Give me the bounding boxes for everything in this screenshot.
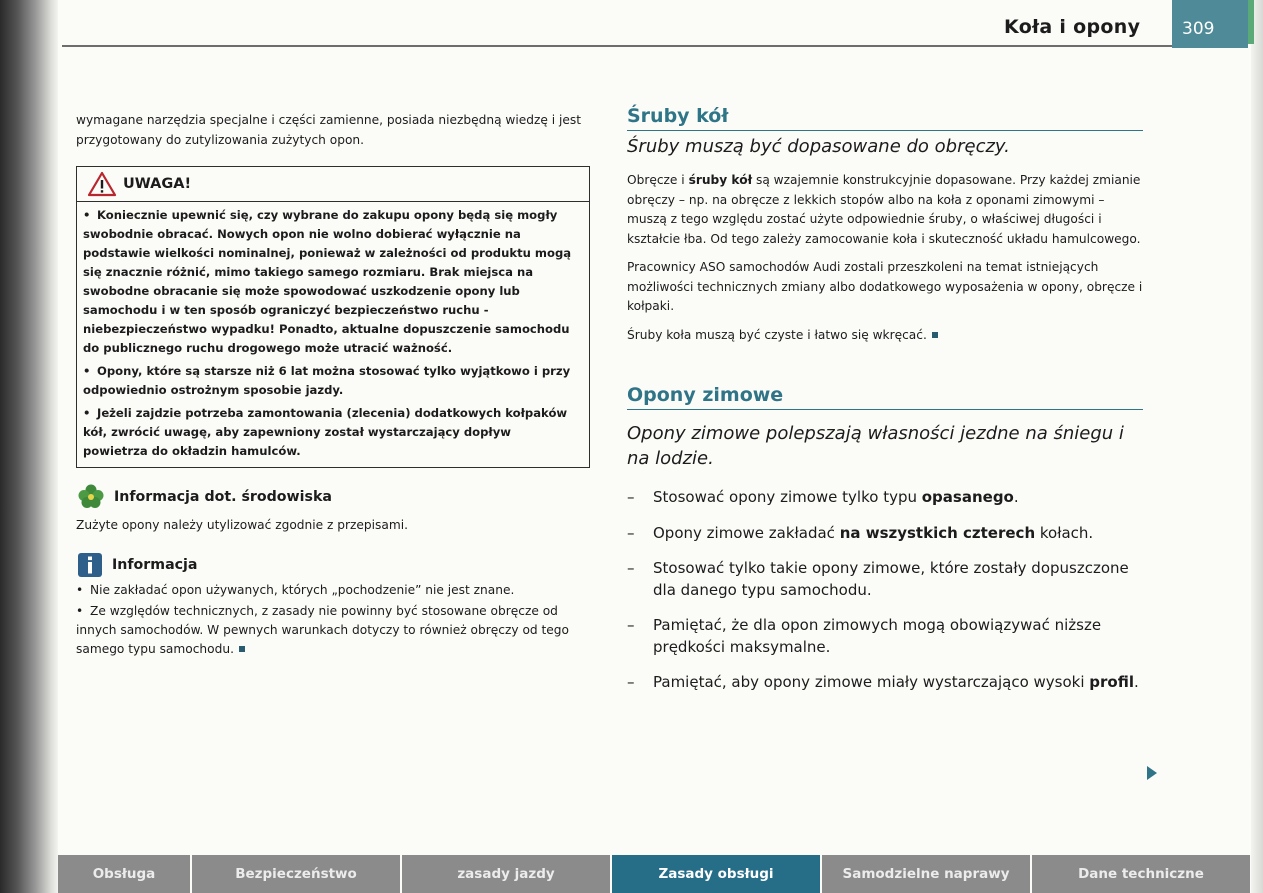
section-heading-wheel-bolts: Śruby kół (627, 104, 1143, 131)
nav-tab-zasady-jazdy[interactable]: zasady jazdy (402, 855, 612, 893)
warning-bullet: • Jeżeli zajdzie potrzeba zamontowania (zlecenia) dodatkowych kołpaków kół, zwrócić uwagę, aby zapewniony został wystarczający dopływ powietrza do okładzin hamulców. (83, 406, 568, 458)
environment-note-header (76, 482, 590, 512)
wheel-bolts-paragraph-2: Pracownicy ASO samochodów Audi zostali przeszkoleni na temat istniejących możliwości technicznych zmiany albo dodatkowego wyposażenia w opony, obręcze i kołpaki. (627, 260, 1143, 313)
wheel-bolts-paragraph-1: Obręcze i śruby kół są wzajemnie konstrukcyjnie dopasowane. Przy każdej zmianie obręczy – np. na obręcze z lekkich stopów albo na koła z oponami zimowymi – muszą z tego względu zostać użyte odpowiednie śruby, o właściwej długości i kształcie łba. Od tego zależy zamocowanie koła i skuteczność układu hamulcowego. (627, 173, 1141, 246)
nav-tab-samodzielne-naprawy[interactable]: Samodzielne naprawy (822, 855, 1032, 893)
chapter-title: Koła i opony (1004, 16, 1141, 38)
left-column (76, 110, 590, 659)
list-item: – Pamiętać, że dla opon zimowych mogą obowiązywać niższe prędkości maksymalne. (627, 616, 1102, 656)
info-icon (76, 551, 104, 579)
continue-arrow-icon (1147, 766, 1157, 780)
warning-body (77, 202, 589, 467)
chapter-nav-bar (58, 855, 1250, 893)
right-column (627, 104, 1143, 708)
warning-header (77, 167, 589, 202)
winter-tyres-lead: Opony zimowe polepszają własności jezdne na śniegu i na lodzie. (627, 423, 1124, 469)
bullet-icon: • (83, 406, 91, 420)
warning-triangle-icon (87, 171, 117, 197)
warning-bullet: • Opony, które są starsze niż 6 lat można stosować tylko wyjątkowo i przy odpowiednio ostrożnym sposobie jazdy. (83, 364, 571, 397)
bullet-icon: • (83, 208, 91, 222)
list-item: – Stosować tylko takie opony zimowe, które zostały dopuszczone dla danego typu samochodu. (627, 559, 1129, 599)
wheel-bolts-paragraph-3: Śruby koła muszą być czyste i łatwo się wkręcać. (627, 326, 1143, 346)
warning-bullet: • Koniecznie upewnić się, czy wybrane do zakupu opony będą się mogły swobodnie obracać. Nowych opon nie wolno dobierać wyłącznie na podstawie wielkości nominalnej, ponieważ w zależności od produktu mogą się znacznie różnić, mimo takiego samego rozmiaru. Brak miejsca na swobodne obracanie się może spowodować uszkodzenie opony lub samochodu i w ten sposób ograniczyć bezpieczeństwo ruchu - niebezpieczeństwo wypadku! Ponadto, aktualne dopuszczenie samochodu do publicznego ruchu drogowego może utracić ważność. (83, 208, 572, 355)
section-subheading-wheel-bolts: Śruby muszą być dopasowane do obręczy. (627, 136, 1010, 157)
list-item: – Stosować opony zimowe tylko typu opasanego. (627, 488, 1019, 506)
intro-text: wymagane narzędzia specjalne i części zamienne, posiada niezbędną wiedzę i jest przygotowany do zutylizowania zużytych opon. (76, 113, 582, 147)
page-tab-marker (1248, 0, 1254, 44)
environment-note-title: Informacja dot. środowiska (114, 489, 332, 505)
page-number: 309 (1172, 0, 1248, 48)
nav-tab-bezpieczenstwo[interactable]: Bezpieczeństwo (192, 855, 402, 893)
header-rule (62, 45, 1172, 47)
bullet-icon: • (76, 583, 84, 597)
section-heading-winter-tyres: Opony zimowe (627, 383, 1143, 410)
warning-box (76, 166, 590, 468)
end-of-section-marker (932, 332, 938, 338)
info-note-header (76, 551, 590, 579)
bullet-icon: • (83, 364, 91, 378)
bullet-icon: • (76, 604, 84, 618)
end-of-section-marker (239, 646, 245, 652)
nav-tab-dane-techniczne[interactable]: Dane techniczne (1032, 855, 1250, 893)
list-item: – Opony zimowe zakładać na wszystkich czterech kołach. (627, 523, 1094, 542)
nav-tab-zasady-obslugi[interactable]: Zasady obsługi (612, 855, 822, 893)
page-binding-shadow (0, 0, 58, 893)
environment-note-text: Zużyte opony należy utylizować zgodnie z przepisami. (76, 518, 409, 532)
warning-title: UWAGA! (123, 176, 192, 192)
list-item: – Pamiętać, aby opony zimowe miały wystarczająco wysoki profil. (627, 673, 1139, 691)
info-bullet: • Ze względów technicznych, z zasady nie powinny być stosowane obręcze od innych samochodów. W pewnych warunkach dotyczy to również obręczy od tego samego typu samochodu. (76, 604, 569, 656)
info-note-title: Informacja (112, 557, 198, 573)
nav-tab-obsluga[interactable]: Obsługa (58, 855, 192, 893)
page-edge (1251, 0, 1263, 893)
info-bullet: • Nie zakładać opon używanych, których „pochodzenie” nie jest znane. (76, 581, 590, 600)
leaf-icon (76, 482, 106, 512)
